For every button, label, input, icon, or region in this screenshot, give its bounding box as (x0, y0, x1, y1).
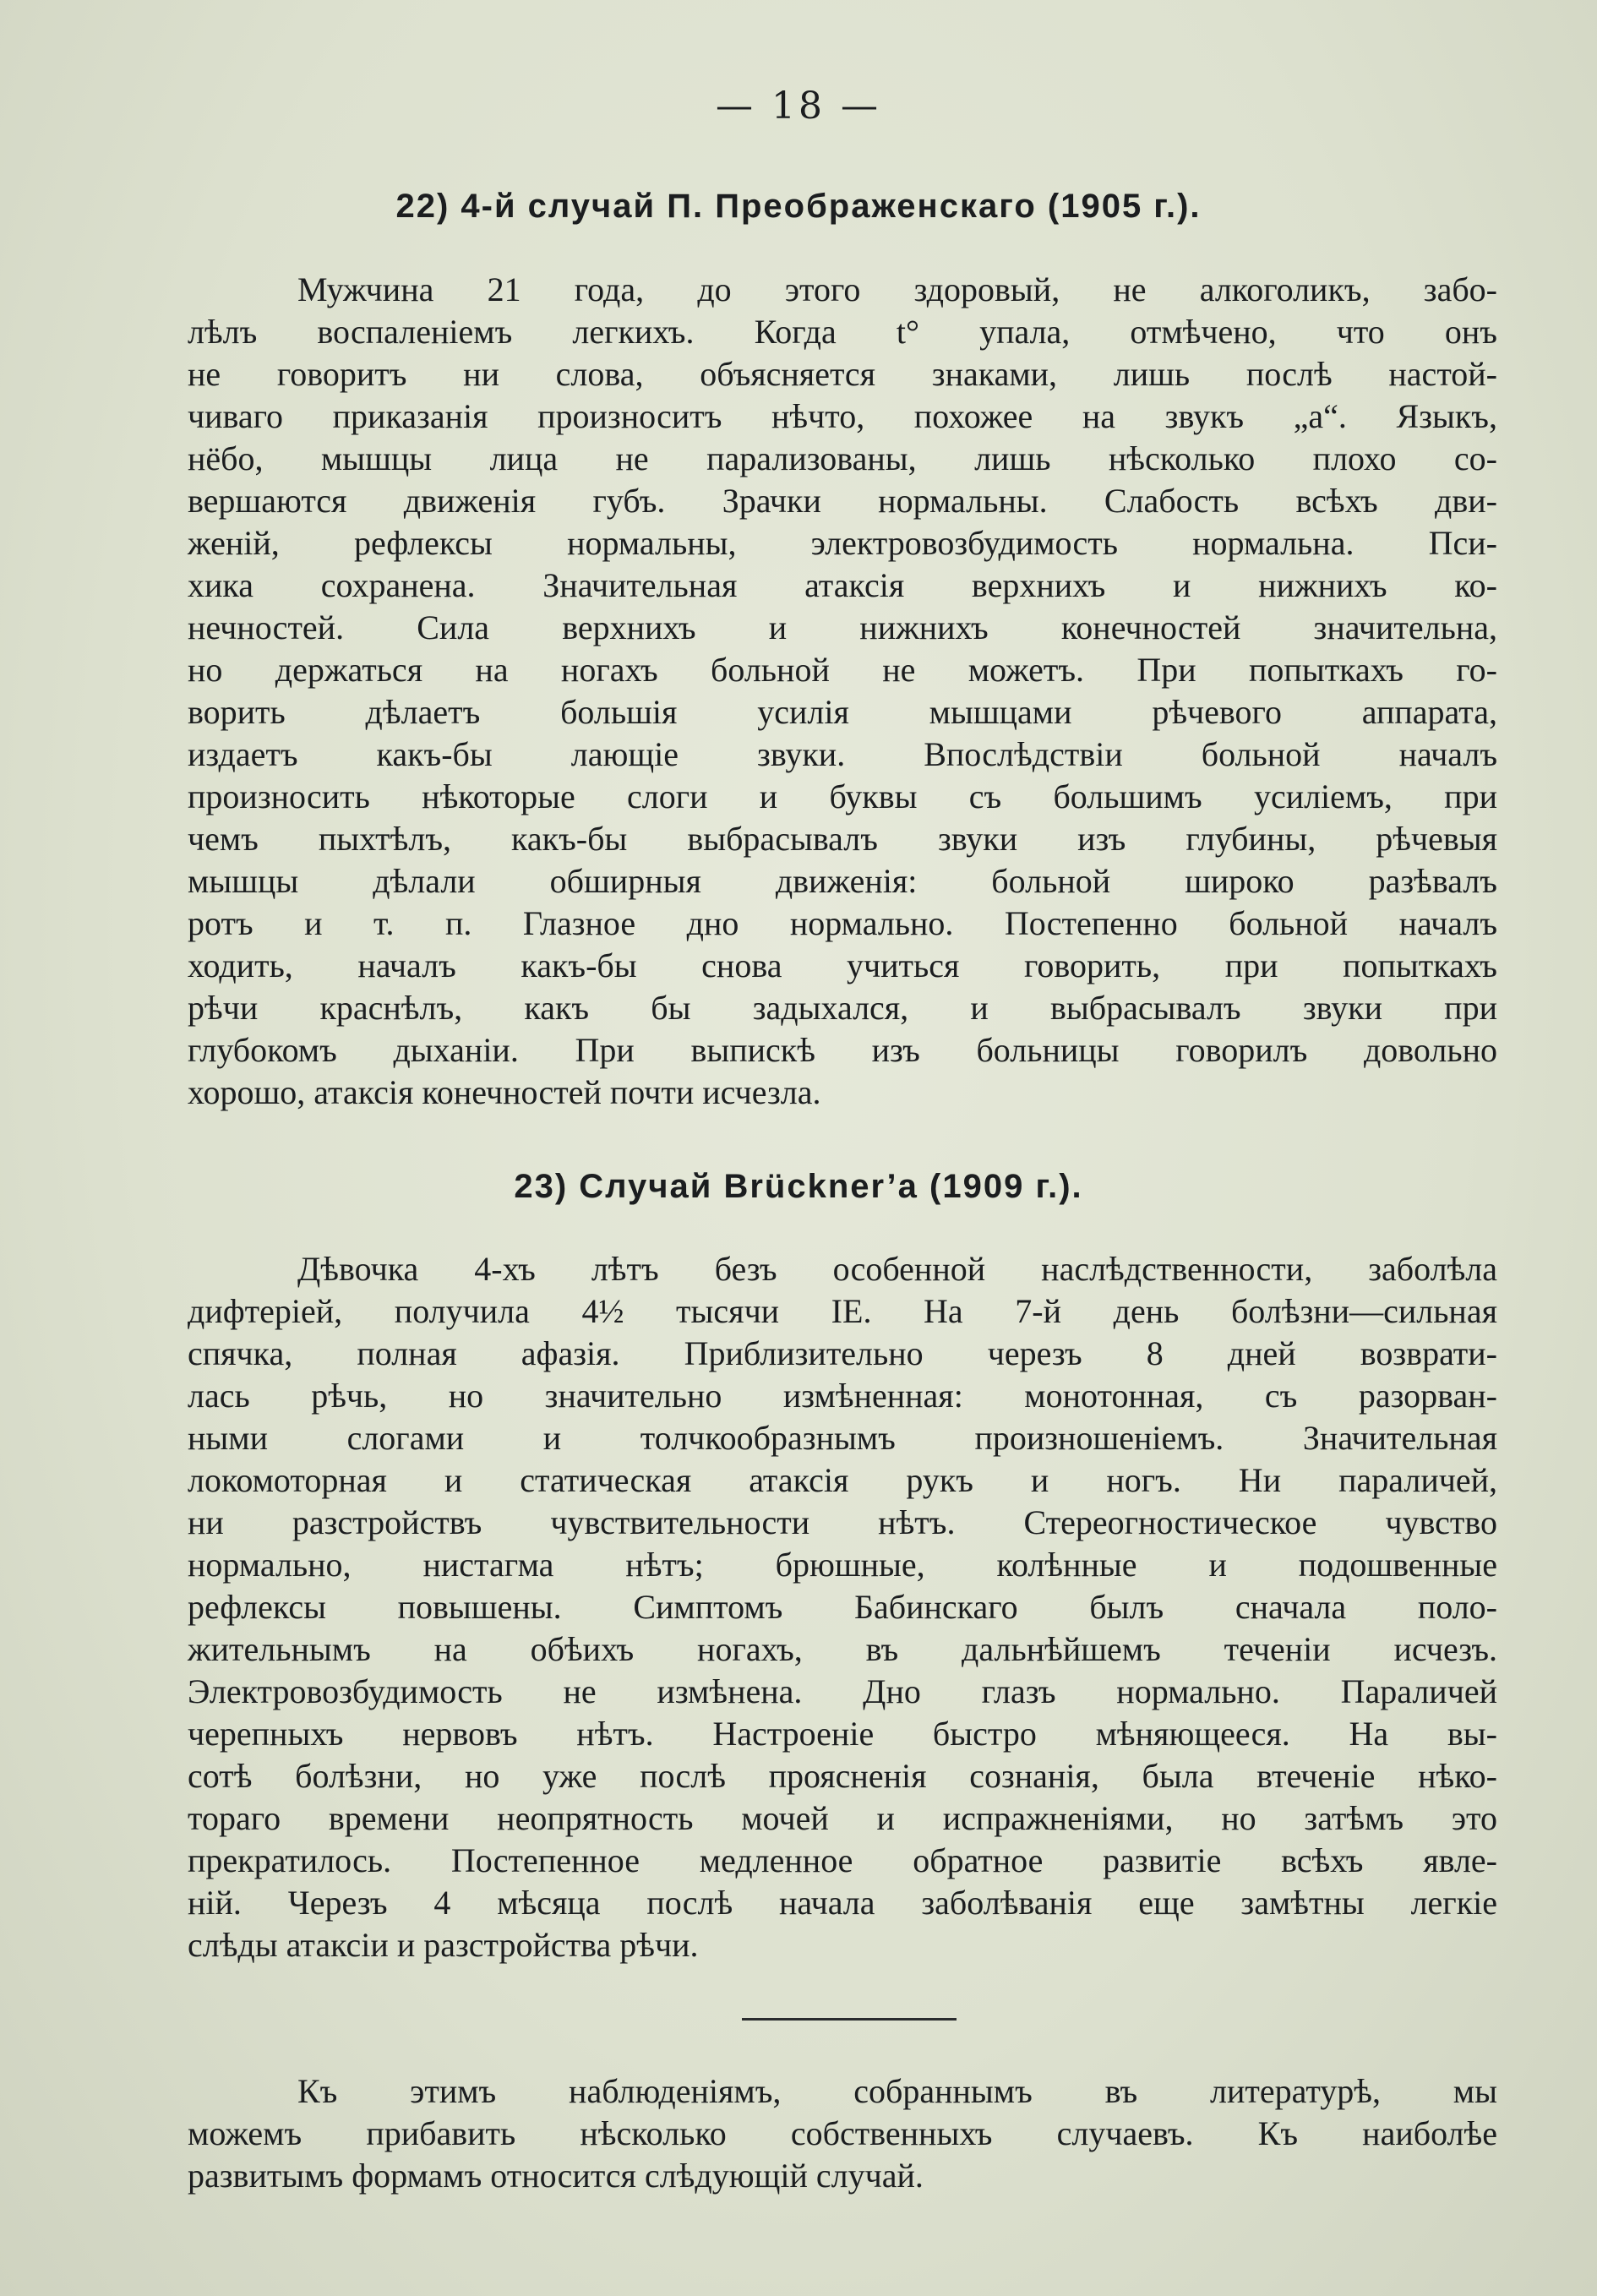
text-line: Къ этимъ наблюденіямъ, собраннымъ въ литературѣ, мы (297, 2072, 1497, 2110)
section-divider (742, 2018, 957, 2021)
text-line: локомоторная и статическая атаксія рукъ и ногъ. Ни параличей, (188, 1461, 1497, 1499)
text-line: жительнымъ на обѣихъ ногахъ, въ дальнѣйшемъ теченіи исчезъ. (188, 1630, 1497, 1668)
text-line: нормально, нистагма нѣтъ; брюшные, колѣнные и подошвенные (188, 1546, 1497, 1584)
text-line: можемъ прибавить нѣсколько собственныхъ случаевъ. Къ наиболѣе (188, 2114, 1497, 2152)
text-line: Мужчина 21 года, до этого здоровый, не алкоголикъ, забо- (297, 270, 1497, 308)
text-line: ходить, началъ какъ-бы снова учиться говорить, при попыткахъ (188, 946, 1497, 984)
case-22-heading: 22) 4-й случай П. Преображенскаго (1905 г.). (395, 188, 1202, 225)
text-line: черепныхъ нервовъ нѣтъ. Настроеніе быстро мѣняющееся. На вы- (188, 1715, 1497, 1753)
text-line: слѣды атаксіи и разстройства рѣчи. (188, 1926, 699, 1964)
text-line: сотѣ болѣзни, но уже послѣ проясненія сознанія, была втеченіе нѣко- (188, 1757, 1497, 1795)
text-line: хика сохранена. Значительная атаксія верхнихъ и нижнихъ ко- (188, 566, 1497, 604)
text-line: ни разстройствъ чувствительности нѣтъ. Стереогностическое чувство (188, 1503, 1497, 1541)
text-line: рѣчи краснѣлъ, какъ бы задыхался, и выбрасывалъ звуки при (188, 989, 1497, 1027)
text-line: развитымъ формамъ относится слѣдующій случай. (188, 2157, 924, 2195)
text-line: спячка, полная афазія. Приблизительно черезъ 8 дней возврати- (188, 1334, 1497, 1372)
text-line: ротъ и т. п. Глазное дно нормально. Постепенно больной началъ (188, 904, 1497, 942)
text-line: мышцы дѣлали обширныя движенія: больной широко разѣвалъ (188, 862, 1497, 900)
text-line: не говоритъ ни слова, объясняется знаками, лишь послѣ настой- (188, 355, 1497, 393)
text-line: ворить дѣлаетъ большія усилія мышцами рѣчевого аппарата, (188, 693, 1497, 731)
closing-paragraph (188, 2070, 1497, 2197)
text-line: издаетъ какъ-бы лающіе звуки. Впослѣдствіи больной началъ (188, 735, 1497, 773)
text-line: лась рѣчь, но значительно измѣненная: монотонная, съ разорван- (188, 1377, 1497, 1415)
case-22-paragraph (188, 269, 1497, 1114)
text-line: чиваго приказанія произноситъ нѣчто, похожее на звукъ „а“. Языкъ, (188, 397, 1497, 435)
text-line: лѣлъ воспаленіемъ легкихъ. Когда t° упала, отмѣчено, что онъ (188, 313, 1497, 351)
text-line: произносить нѣкоторые слоги и буквы съ большимъ усиліемъ, при (188, 777, 1497, 815)
text-line: нёбо, мышцы лица не парализованы, лишь нѣсколько плохо со- (188, 439, 1497, 477)
text-line: рефлексы повышены. Симптомъ Бабинскаго былъ сначала поло- (188, 1588, 1497, 1626)
case-23-heading: 23) Случай Brückner’a (1909 г.). (514, 1168, 1083, 1205)
case-23-paragraph (188, 1248, 1497, 1966)
text-line: ній. Черезъ 4 мѣсяца послѣ начала заболѣванія еще замѣтны легкіе (188, 1884, 1497, 1922)
text-line: тораго времени неопрятность мочей и испражненіями, но затѣмъ это (188, 1799, 1497, 1837)
text-line: Электровозбудимость не измѣнена. Дно глазъ нормально. Параличей (188, 1672, 1497, 1710)
text-line: дифтеріей, получила 4½ тысячи IE. На 7-й день болѣзни—сильная (188, 1292, 1497, 1330)
text-line: но держаться на ногахъ больной не можетъ. При попыткахъ го- (188, 651, 1497, 689)
text-line: Дѣвочка 4-хъ лѣтъ безъ особенной наслѣдственности, заболѣла (297, 1250, 1497, 1288)
text-line: хорошо, атаксія конечностей почти исчезла. (188, 1073, 821, 1111)
text-line: глубокомъ дыханіи. При выпискѣ изъ больницы говорилъ довольно (188, 1031, 1497, 1069)
text-line: ными слогами и толчкообразнымъ произношеніемъ. Значительная (188, 1419, 1497, 1457)
text-line: чемъ пыхтѣлъ, какъ-бы выбрасывалъ звуки изъ глубины, рѣчевыя (188, 820, 1497, 858)
text-line: нечностей. Сила верхнихъ и нижнихъ конечностей значительна, (188, 608, 1497, 646)
page-number: — 18 — (716, 85, 881, 128)
text-line: вершаются движенія губъ. Зрачки нормальны. Слабость всѣхъ дви- (188, 482, 1497, 520)
text-line: женій, рефлексы нормальны, электровозбудимость нормальна. Пси- (188, 524, 1497, 562)
text-line: прекратилось. Постепенное медленное обратное развитіе всѣхъ явле- (188, 1841, 1497, 1879)
